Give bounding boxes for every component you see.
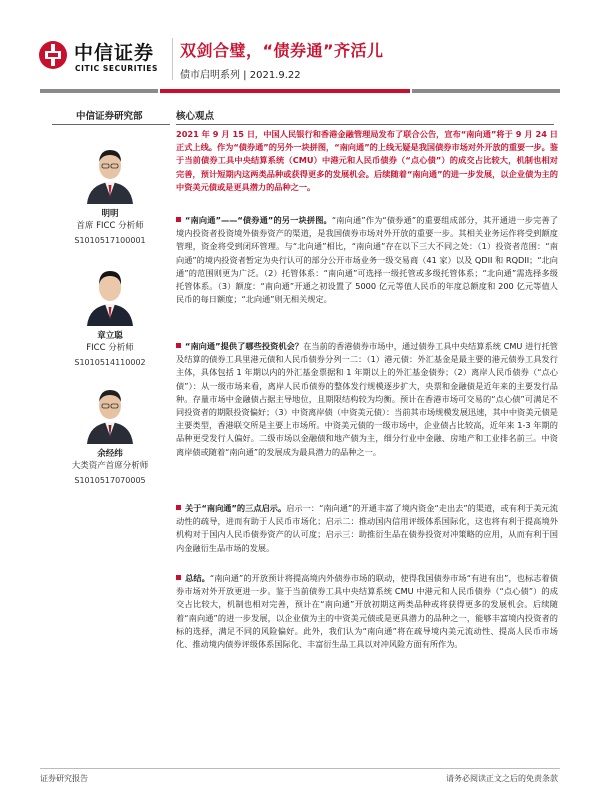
core-paragraph bbox=[176, 340, 558, 459]
report-title: 双剑合璧，“债券通”齐活儿 bbox=[180, 41, 384, 60]
logo-en: CITIC SECURITIES bbox=[75, 64, 159, 73]
analyst-card bbox=[46, 380, 174, 487]
bullet-icon bbox=[176, 343, 181, 348]
report-header bbox=[0, 0, 600, 92]
analyst-name: 明明 bbox=[101, 209, 119, 219]
analyst-photo bbox=[81, 262, 139, 326]
core-paragraph bbox=[176, 572, 558, 651]
analyst-license-id: S1010517070005 bbox=[74, 476, 146, 485]
report-subtitle: 债市启明系列 | 2021.9.22 bbox=[180, 70, 301, 81]
header-bar-grey-left bbox=[40, 89, 158, 93]
analyst-photo bbox=[81, 140, 139, 204]
citic-logo-icon bbox=[38, 40, 68, 70]
paragraph-lead: “南向通”——“债券通”的另一块拼图。 bbox=[185, 215, 332, 225]
core-divider bbox=[176, 124, 554, 125]
paragraph-body: “南向通”作为“债券通”的重要组成部分，其开通进一步完善了境内投资者投资境外债券资产的渠道，是我国债券市场对外开放的重要一步。其相关业务运作将受到额度管理，资金将受到闭环管理。与“北向通”相比，“南向通”存在以下三大不同之处：（1）投资者范围：“南向通”的境内投资者暂定为央行认可的部分公开市场业务一级交易商（41 家）以及 QDII 和 RQDII；“北向通”的范围则更为广泛。（2）托管体系：“南向通”可选择一级托管或多级托管体系；“北向通”需选择多级托管体系。（3）额度：“南向通”开通之初设置了 5000 亿元等值人民币的年度总额度和 200 亿元等值人民币的每日额度；“北向通”则无相关规定。 bbox=[176, 215, 559, 305]
analyst-name: 章立聪 bbox=[97, 331, 123, 341]
analyst-role: 大类资产首席分析师 bbox=[71, 461, 149, 471]
analyst-role: 首席 FICC 分析师 bbox=[76, 221, 144, 231]
bullet-icon bbox=[176, 217, 181, 222]
analyst-photo bbox=[81, 380, 139, 444]
analyst-card bbox=[46, 262, 174, 369]
paragraph-lead: 关于“南向通”的三点启示。 bbox=[185, 503, 287, 513]
bullet-icon bbox=[176, 575, 181, 580]
core-title: 核心观点 bbox=[176, 111, 215, 122]
paragraph-body: 在当前的香港债券市场中，通过债券工具中央结算系统 CMU 进行托管及结算的债券工具里港元债和人民币债券分列一二：（1）港元债：外汇基金是最主要的港元债券工具发行主体，具体包括 1 年期以内的外汇基金票据和 1 年期以上的外汇基金债券；（2）离岸人民币债券（“点心债”）：从一级市场来看，离岸人民币债券的整体发行规模逐步扩大，央票和金融债是近年来的主要发行品种。存量市场中金融债占据主导地位，且期限结构较为均衡。预计在香港市场可交易的“点心债”可满足不同投资者的期限投资偏好；（3）中资离岸债（中资美元债）：当前其市场规模发展迅速，其中中资美元债是主要类型，香港联交所是主要上市场所。中资美元债的一级市场中，企业债占比较高，近年来 1-3 年期的品种更受发行人偏好。二级市场以金融债和地产债为主，细分行业中金融、房地产和工业排名前三。中资离岸债或随着“南向通”的发展成为最具潜力的品种之一。 bbox=[176, 341, 558, 457]
paragraph-body: 启示一：“南向通”的开通丰富了境内资金“走出去”的渠道，或有利于美元流动性的疏导，进而有助于人民币市场化；启示二：推动国内信用评级体系国际化，这也将有利于提高境外机构对于国内人民币债券资产的认可度；启示三：助推衍生品在债券投资对冲策略的应用，从而有利于国内金融衍生品市场的发展。 bbox=[176, 503, 558, 553]
core-intro: 2021 年 9 月 15 日，中国人民银行和香港金融管理局发布了联合公告，宣布“南向通”将于 9 月 24 日正式上线。作为“债券通”的另外一块拼图，“南向通”的上线无疑是我国债券市场对外开放的重要一步。鉴于当前债券工具中央结算系统（CMU）中港元和人民币债券（“点心债”）的成交占比较大，机制也相对完善，预计短期内这两类品种或获得更多的发展机会。后续随着“南向通”的进一步发展，以企业债为主的中资美元债或是更具潜力的品种之一。 bbox=[176, 129, 558, 192]
footer-label: 证券研究报告 bbox=[40, 774, 88, 783]
header-bar-grey-right bbox=[412, 89, 560, 93]
paragraph-lead: “南向通”提供了哪些投资机会？ bbox=[185, 341, 304, 351]
analyst-card bbox=[46, 140, 174, 247]
sidebar-divider bbox=[52, 124, 170, 125]
header-divider bbox=[172, 38, 173, 80]
footer-disclaimer: 请务必阅读正文之后的免责条款 bbox=[446, 774, 558, 783]
core-paragraph bbox=[176, 214, 558, 306]
analyst-license-id: S1010514110002 bbox=[74, 358, 146, 367]
sidebar-title: 中信证券研究部 bbox=[76, 111, 143, 122]
portrait-icon bbox=[81, 380, 139, 444]
portrait-icon bbox=[81, 140, 139, 204]
bullet-icon bbox=[176, 505, 181, 510]
paragraph-lead: 总结。 bbox=[185, 573, 210, 583]
citic-logo bbox=[38, 38, 170, 78]
analyst-license-id: S1010517100001 bbox=[74, 236, 146, 245]
analyst-name: 余经纬 bbox=[97, 449, 123, 459]
portrait-icon bbox=[81, 262, 139, 326]
footer-divider bbox=[40, 768, 560, 769]
core-paragraph bbox=[176, 502, 558, 555]
paragraph-body: “南向通”的开放预计将提高境内外债券市场的联动，使得我国债券市场“有进有出”，也标志着债券市场对外开放更进一步。鉴于当前债券工具中央结算系统 CMU 中港元和人民币债券（“点心债”）的成交占比较大，机制也相对完善，预计在“南向通”开放初期这两类品种或将获得更多的发展机会。后续随着“南向通”的进一步发展，以企业债为主的中资美元债或是更具潜力的品种之一，能够丰富境内投资者的标的选择，满足不同的风险偏好。此外，我们认为“南向通”将在疏导境内美元流动性、提高人民币市场化、推动境内债券评级体系国际化、丰富衍生品工具以对冲风险方面有所作为。 bbox=[176, 573, 558, 650]
analyst-role: FICC 分析师 bbox=[86, 343, 134, 353]
logo-cn: 中信证券 bbox=[74, 42, 155, 64]
header-bar-red bbox=[160, 89, 410, 93]
